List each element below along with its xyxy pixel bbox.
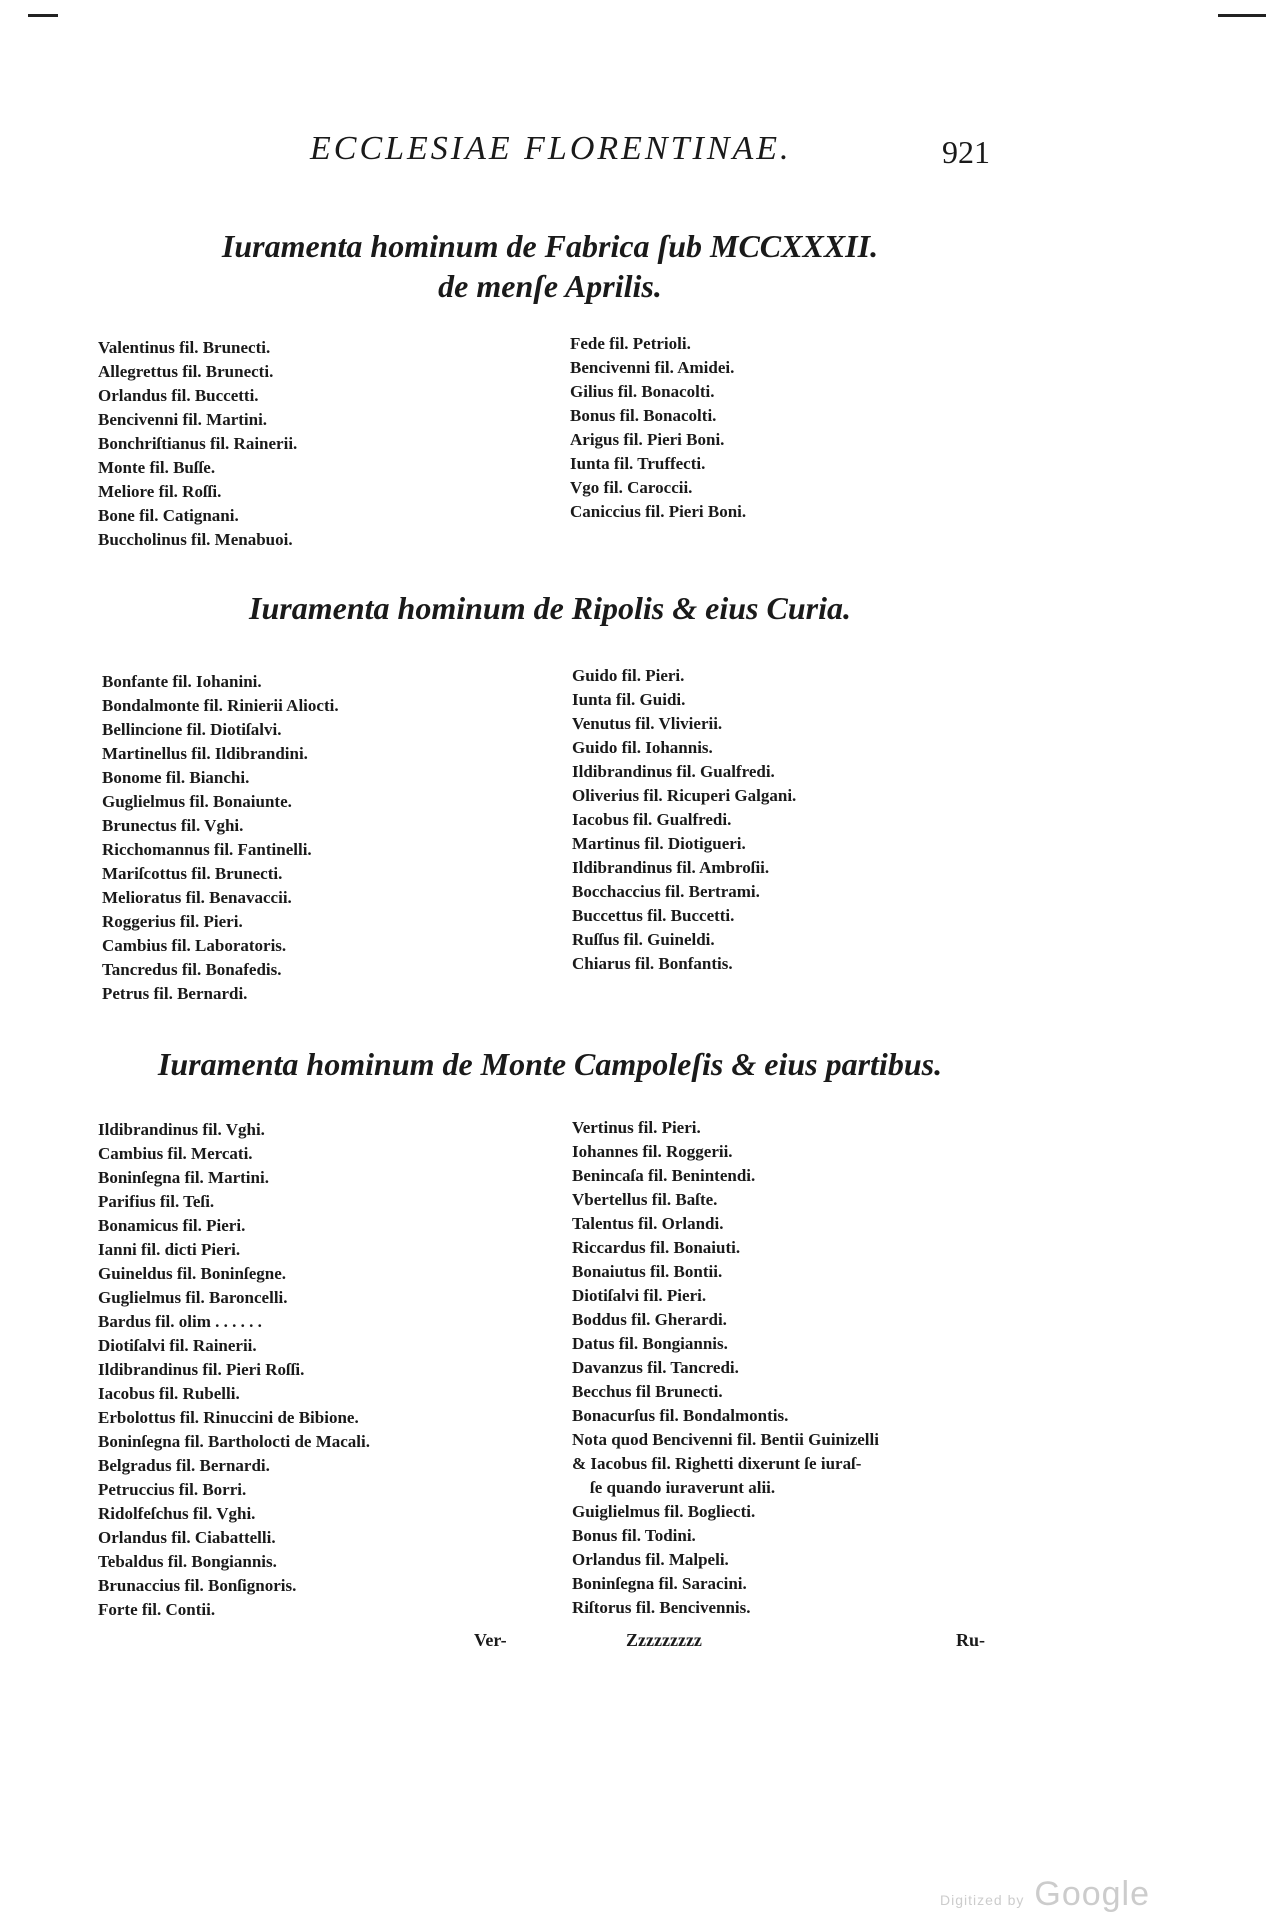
name-list-right — [570, 332, 746, 524]
list-item: Riccardus fil. Bonaiuti. — [572, 1238, 741, 1257]
section-title-line: Iuramenta hominum de Ripolis & eius Curia. — [249, 590, 851, 626]
list-item: Bonome fil. Bianchi. — [102, 768, 250, 787]
list-item: Ruſſus fil. Guineldi. — [572, 930, 715, 949]
list-item: Bencivenni fil. Amidei. — [570, 358, 735, 377]
name-list-left — [98, 1118, 370, 1622]
list-item: Iunta fil. Guidi. — [572, 690, 686, 709]
list-item: Bonus fil. Bonacolti. — [570, 406, 717, 425]
list-item: Meliore fil. Roſſi. — [98, 482, 222, 501]
page-number: 921 — [942, 134, 990, 170]
list-item: Martinus fil. Diotigueri. — [572, 834, 746, 853]
list-item: Valentinus fil. Brunecti. — [98, 338, 271, 357]
list-item: Guido fil. Pieri. — [572, 666, 685, 685]
list-item: Parifius fil. Teſi. — [98, 1192, 215, 1211]
digitized-watermark — [940, 1875, 1150, 1914]
list-item: Riſtorus fil. Bencivennis. — [572, 1598, 751, 1617]
list-item: Benincaſa fil. Benintendi. — [572, 1166, 756, 1185]
list-item: Petruccius fil. Borri. — [98, 1480, 247, 1499]
list-item: Bellincione fil. Diotiſalvi. — [102, 720, 282, 739]
list-item: Tebaldus fil. Bongiannis. — [98, 1552, 277, 1571]
section-title-line: Iuramenta hominum de Fabrica ſub MCCXXXII. — [221, 228, 879, 264]
list-item: Arigus fil. Pieri Boni. — [570, 430, 725, 449]
name-list-left — [102, 670, 339, 1006]
list-item: Bonacurſus fil. Bondalmontis. — [572, 1406, 789, 1425]
note-line: & Iacobus fil. Righetti dixerunt ſe iuraſ- — [572, 1454, 862, 1473]
list-item: Boddus fil. Gherardi. — [572, 1310, 727, 1329]
list-item: Ildibrandinus fil. Ambroſii. — [572, 858, 770, 877]
list-item: Forte fil. Contii. — [98, 1600, 216, 1619]
list-item: Tancredus fil. Bonafedis. — [102, 960, 282, 979]
list-item: Venutus fil. Vlivierii. — [572, 714, 723, 733]
list-item: Buccettus fil. Buccetti. — [572, 906, 735, 925]
list-item: Iohannes fil. Roggerii. — [572, 1142, 733, 1161]
scan-edge-mark-left — [28, 14, 58, 17]
list-item: Ildibrandinus fil. Pieri Roſſi. — [98, 1360, 305, 1379]
list-item: Diotiſalvi fil. Pieri. — [572, 1286, 707, 1305]
list-item: Guglielmus fil. Baroncelli. — [98, 1288, 288, 1307]
list-item: Vertinus fil. Pieri. — [572, 1118, 701, 1137]
catchword-right: Ru- — [956, 1630, 986, 1650]
list-item: Erbolottus fil. Rinuccini de Bibione. — [98, 1408, 359, 1427]
list-item: Iunta fil. Truffecti. — [570, 454, 706, 473]
list-item: Bonchriſtianus fil. Rainerii. — [98, 434, 298, 453]
scan-edge-mark-right — [1218, 14, 1266, 17]
watermark-logo: Google — [1034, 1875, 1151, 1913]
list-item: Belgradus fil. Bernardi. — [98, 1456, 270, 1475]
list-item: Mariſcottus fil. Brunecti. — [102, 864, 283, 883]
list-item: Bone fil. Catignani. — [98, 506, 239, 525]
list-item: Allegrettus fil. Brunecti. — [98, 362, 274, 381]
page-header — [310, 130, 990, 180]
list-item: Brunectus fil. Vghi. — [102, 816, 244, 835]
name-list-right — [572, 664, 796, 976]
list-item: Davanzus fil. Tancredi. — [572, 1358, 739, 1377]
list-item: Bonamicus fil. Pieri. — [98, 1216, 246, 1235]
list-item: Ridolfeſchus fil. Vghi. — [98, 1504, 256, 1523]
list-item: Becchus fil Brunecti. — [572, 1382, 723, 1401]
list-item: Ianni fil. dicti Pieri. — [98, 1240, 241, 1259]
list-item: Bencivenni fil. Martini. — [98, 410, 268, 429]
list-item: Bonaiutus fil. Bontii. — [572, 1262, 723, 1281]
section-title-line: de menſe Aprilis. — [438, 268, 662, 304]
list-item: Ricchomannus fil. Fantinelli. — [102, 840, 312, 859]
list-item: Caniccius fil. Pieri Boni. — [570, 502, 747, 521]
name-list-right — [572, 1116, 879, 1620]
list-item: Ildibrandinus fil. Vghi. — [98, 1120, 265, 1139]
list-item: Gilius fil. Bonacolti. — [570, 382, 715, 401]
list-item: Ildibrandinus fil. Gualfredi. — [572, 762, 775, 781]
section-title-monte-campolesis — [100, 1044, 1000, 1084]
list-item: Bocchaccius fil. Bertrami. — [572, 882, 760, 901]
list-item: Iacobus fil. Rubelli. — [98, 1384, 240, 1403]
list-item: Boninſegna fil. Saracini. — [572, 1574, 747, 1593]
list-item: Buccholinus fil. Menabuoi. — [98, 530, 293, 549]
list-item: Orlandus fil. Malpeli. — [572, 1550, 729, 1569]
list-item: Bonfante fil. Iohanini. — [102, 672, 262, 691]
list-item: Chiarus fil. Bonfantis. — [572, 954, 733, 973]
list-item: Petrus fil. Bernardi. — [102, 984, 248, 1003]
list-item: Oliverius fil. Ricuperi Galgani. — [572, 786, 797, 805]
catchword-left: Ver- — [474, 1630, 507, 1650]
list-item: Bondalmonte fil. Rinierii Aliocti. — [102, 696, 339, 715]
list-item: Boninſegna fil. Martini. — [98, 1168, 269, 1187]
note-line: ſe quando iuraverunt alii. — [590, 1478, 776, 1497]
list-item: Fede fil. Petrioli. — [570, 334, 691, 353]
list-item: Guiglielmus fil. Bogliecti. — [572, 1502, 756, 1521]
list-item: Martinellus fil. Ildibrandini. — [102, 744, 308, 763]
list-item: Guineldus fil. Boninſegne. — [98, 1264, 286, 1283]
section-title-fabrica — [170, 226, 930, 306]
section-title-line: Iuramenta hominum de Monte Campoleſis & eius partibus. — [157, 1046, 943, 1082]
list-item: Orlandus fil. Buccetti. — [98, 386, 259, 405]
section-title-ripolis — [170, 588, 930, 628]
list-item: Vbertellus fil. Baſte. — [572, 1190, 718, 1209]
list-item: Bonus fil. Todini. — [572, 1526, 696, 1545]
list-item: Datus fil. Bongiannis. — [572, 1334, 728, 1353]
signature-mark: Zzzzzzzzz — [626, 1630, 702, 1650]
name-list-left — [98, 336, 297, 552]
list-item: Iacobus fil. Gualfredi. — [572, 810, 732, 829]
list-item: Melioratus fil. Benavaccii. — [102, 888, 292, 907]
list-item: Brunaccius fil. Bonſignoris. — [98, 1576, 297, 1595]
list-item: Orlandus fil. Ciabattelli. — [98, 1528, 276, 1547]
list-item: Vgo fil. Caroccii. — [570, 478, 693, 497]
list-item: Cambius fil. Laboratoris. — [102, 936, 287, 955]
list-item: Diotiſalvi fil. Rainerii. — [98, 1336, 257, 1355]
list-item: Roggerius fil. Pieri. — [102, 912, 243, 931]
running-title: ECCLESIAE FLORENTINAE. — [310, 130, 792, 167]
list-item: Talentus fil. Orlandi. — [572, 1214, 724, 1233]
list-item: Bardus fil. olim . . . . . . — [98, 1312, 262, 1331]
list-item: Monte fil. Buſſe. — [98, 458, 216, 477]
list-item: Guido fil. Iohannis. — [572, 738, 713, 757]
list-item: Boninſegna fil. Bartholocti de Macali. — [98, 1432, 370, 1451]
watermark-prefix: Digitized by — [940, 1892, 1025, 1908]
note-line: Nota quod Bencivenni fil. Bentii Guinizelli — [572, 1430, 879, 1449]
list-item: Cambius fil. Mercati. — [98, 1144, 253, 1163]
list-item: Guglielmus fil. Bonaiunte. — [102, 792, 292, 811]
